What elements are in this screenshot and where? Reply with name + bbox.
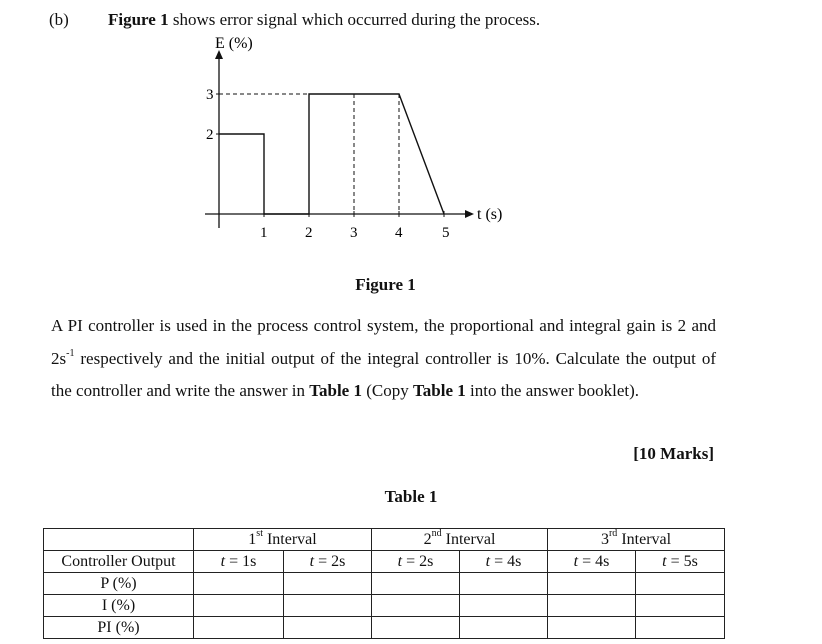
marks-label: [10 Marks]	[633, 444, 714, 463]
table-caption: Table 1	[384, 487, 438, 506]
para-line-3c: into the	[465, 381, 522, 400]
x-tick-label: 4	[395, 225, 403, 241]
answer-cell[interactable]	[460, 617, 548, 639]
error-signal-chart	[190, 35, 510, 245]
y-tick-label: 3	[206, 87, 214, 103]
x-axis-arrow	[465, 210, 474, 218]
problem-paragraph	[51, 310, 716, 408]
figure-ref: Figure 1	[108, 10, 169, 29]
x-tick-label: 5	[442, 225, 450, 241]
answer-cell[interactable]	[372, 595, 460, 617]
table-row	[44, 595, 725, 617]
answer-cell[interactable]	[194, 617, 284, 639]
y-tick-label: 2	[206, 127, 214, 143]
interval-3-header: 3rd Interval	[548, 529, 725, 551]
answer-cell[interactable]	[284, 573, 372, 595]
answer-cell[interactable]	[284, 595, 372, 617]
table-ref-1: Table 1	[309, 381, 362, 400]
time-cell: t = 2s	[284, 551, 372, 573]
para-line-3b: (Copy	[361, 381, 413, 400]
para-line-2b: respectively and the initial output of the integral controller is 10%. Calculate	[74, 348, 620, 368]
answer-cell[interactable]	[194, 595, 284, 617]
row-label: P (%)	[44, 573, 194, 595]
answer-cell[interactable]	[372, 573, 460, 595]
table-header-row	[44, 529, 725, 551]
x-tick-label: 1	[260, 225, 268, 241]
answer-cell[interactable]	[284, 617, 372, 639]
x-tick-label: 3	[350, 225, 358, 241]
answer-cell[interactable]	[372, 617, 460, 639]
table-row	[44, 617, 725, 639]
para-line-2a: 2 and 2s	[51, 316, 717, 368]
x-tick-label: 2	[305, 225, 313, 241]
y-axis-label: E (%)	[215, 35, 253, 52]
answer-cell[interactable]	[460, 595, 548, 617]
intro-text: shows error signal which occurred during the process.	[172, 10, 541, 29]
answer-cell[interactable]	[636, 595, 725, 617]
answer-cell[interactable]	[194, 573, 284, 595]
row-label: PI (%)	[44, 617, 194, 639]
controller-output-table	[43, 528, 725, 639]
time-cell: t = 1s	[194, 551, 284, 573]
time-cell: t = 2s	[372, 551, 460, 573]
interval-1-header: 1st Interval	[194, 529, 372, 551]
answer-cell[interactable]	[460, 573, 548, 595]
header-empty-cell	[44, 529, 194, 551]
table-ref-2: Table 1	[412, 381, 466, 400]
error-signal-line	[219, 94, 444, 214]
question-label: (b)	[49, 10, 69, 29]
answer-cell[interactable]	[636, 617, 725, 639]
time-cell: t = 4s	[460, 551, 548, 573]
para-line-2-sup: -1	[66, 347, 75, 359]
time-cell: t = 4s	[548, 551, 636, 573]
para-line-1: A PI controller is used in the process control system, the proportional and integral gain is	[51, 316, 673, 335]
para-line-3a: the output of the controller and write the answer in	[51, 348, 716, 400]
para-line-4: answer booklet).	[525, 381, 640, 400]
table-time-row	[44, 551, 725, 573]
answer-cell[interactable]	[548, 617, 636, 639]
answer-cell[interactable]	[548, 573, 636, 595]
table-row	[44, 573, 725, 595]
row-label: I (%)	[44, 595, 194, 617]
question-intro	[108, 10, 540, 30]
answer-cell[interactable]	[636, 573, 725, 595]
figure-caption: Figure 1	[355, 275, 416, 294]
answer-cell[interactable]	[548, 595, 636, 617]
time-cell: t = 5s	[636, 551, 725, 573]
x-axis-label: t (s)	[477, 206, 503, 223]
controller-output-label: Controller Output	[44, 551, 194, 573]
interval-2-header: 2nd Interval	[372, 529, 548, 551]
